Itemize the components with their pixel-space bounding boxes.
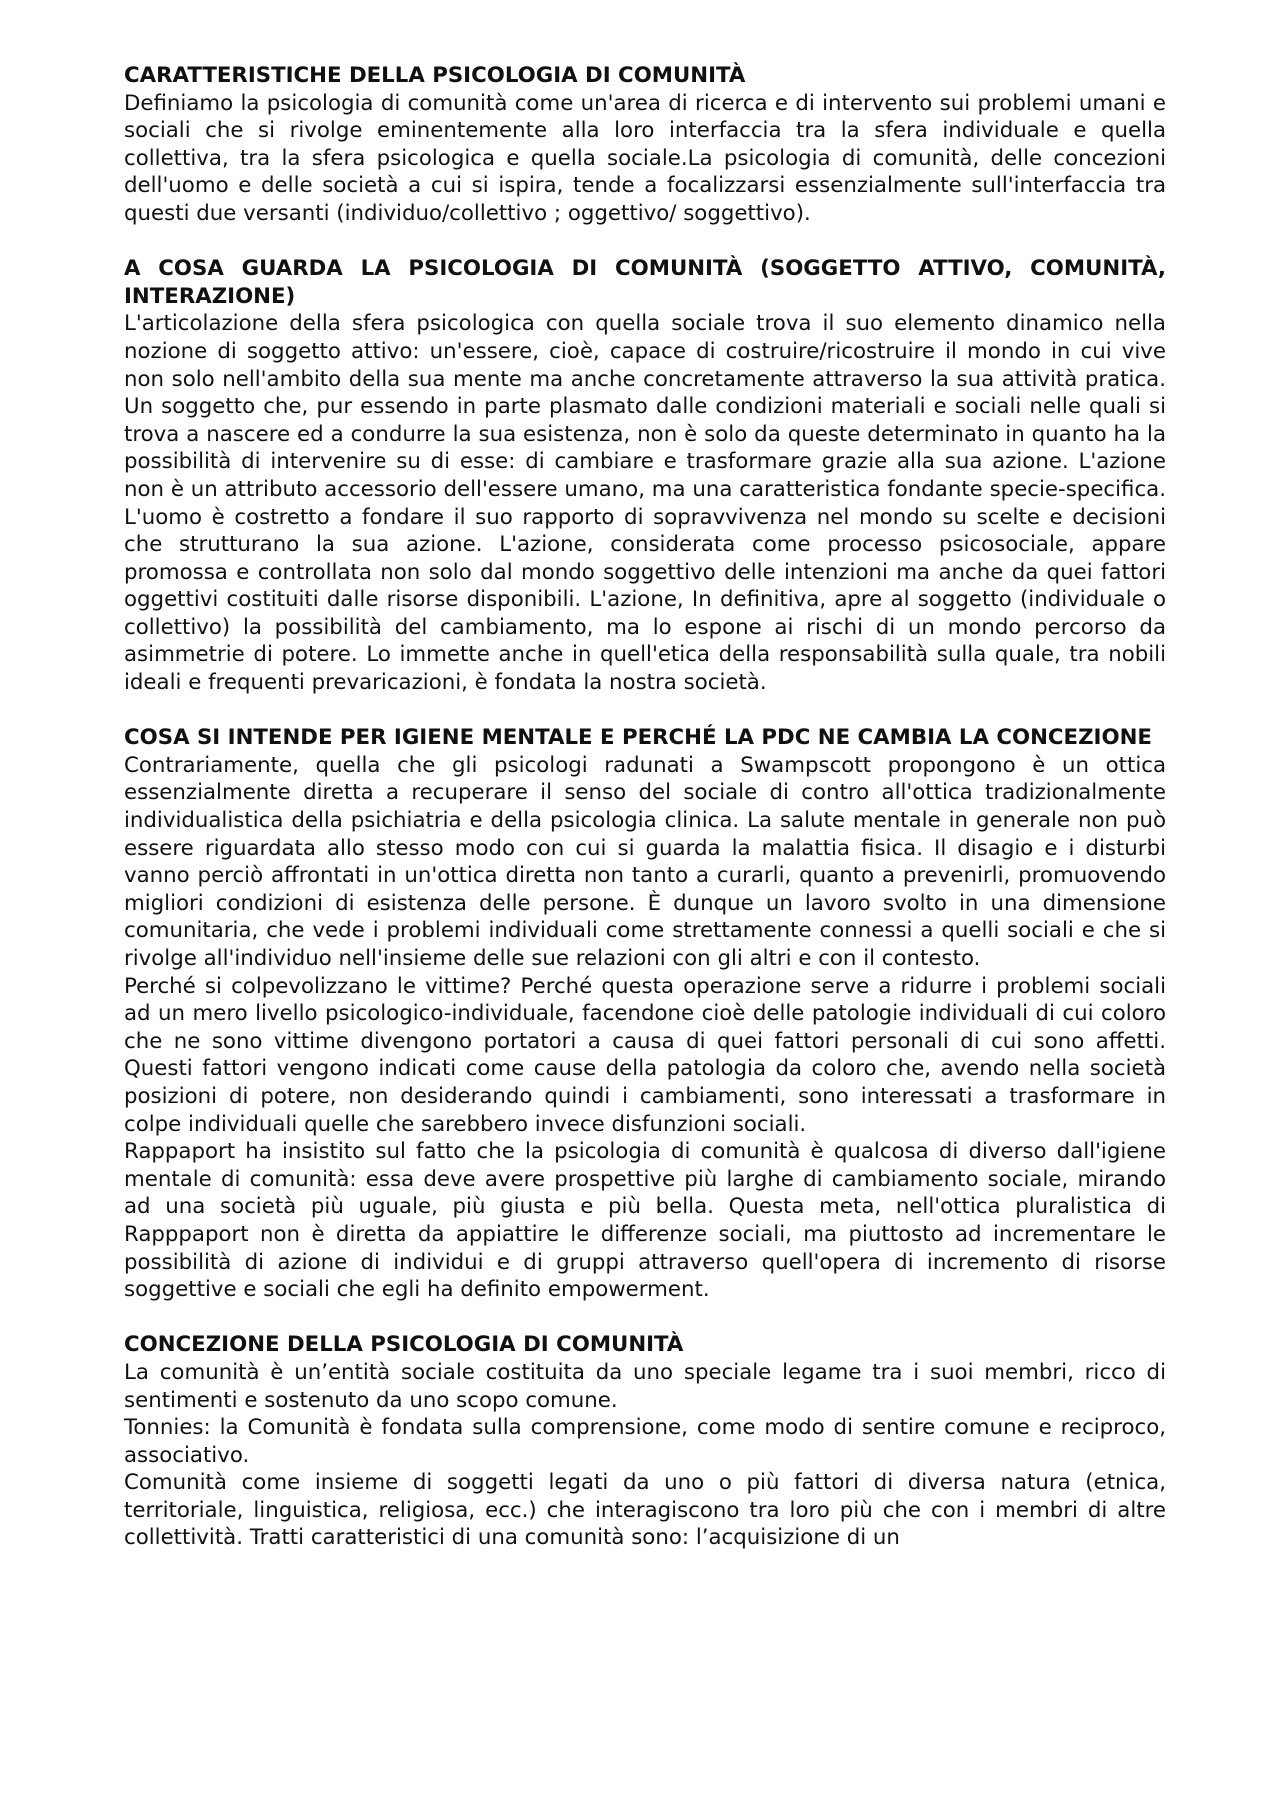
paragraph: Definiamo la psicologia di comunità come un'area di ricerca e di intervento sui problemi umani e sociali che si rivolge eminentemente alla loro interfaccia tra la sfera individuale e quella collettiva, tra la sfera psicologica e quella sociale.La psicologia di comunità, delle concezioni dell'uomo e delle società a cui si ispira, tende a focalizzarsi essenzialmente sull'interfaccia tra questi due versanti (individuo/collettivo ; oggettivo/ soggettivo). [124, 90, 1166, 226]
paragraph: Tonnies: la Comunità è fondata sulla comprensione, come modo di sentire comune e reciproco, associativo. [124, 1415, 1166, 1468]
paragraph: L'articolazione della sfera psicologica con quella sociale trova il suo elemento dinamico nella nozione di soggetto attivo: un'essere, cioè, capace di costruire/ricostruire il mondo in cui vive non solo nell'ambito della sua mente ma anche concretamente attraverso la sua attività pratica. Un soggetto che, pur essendo in parte plasmato dalle condizioni materiali e sociali nelle quali si trova a nascere ed a condurre la sua esistenza, non è solo da queste determinato in quanto ha la possibilità di intervenire su di esse: di cambiare e trasformare grazie alla sua azione. L'azione non è un attributo accessorio dell'essere umano, ma una caratteristica fondante specie-specifica. L'uomo è costretto a fondare il suo rapporto di sopravvivenza nel mondo su scelte e decisioni che strutturano la sua azione. L'azione, considerata come processo psicosociale, appare promossa e controllata non solo dal mondo soggettivo delle intenzioni ma anche da quei fattori oggettivi costituiti dalle risorse disponibili. L'azione, In definitiva, apre al soggetto (individuale o collettivo) la possibilità del cambiamento, ma lo espone ai rischi di un mondo percorso da asimmetrie di potere. Lo immette anche in quell'etica della responsabilità sulla quale, tra nobili ideali e frequenti prevaricazioni, è fondata la nostra società. [124, 311, 1166, 696]
paragraph: Comunità come insieme di soggetti legati da uno o più fattori di diversa natura (etnica, territoriale, linguistica, religiosa, ecc.) che interagiscono tra loro più che con i membri di altre collettività. Tratti caratteristici di una comunità sono: l’acquisizione di un [124, 1470, 1166, 1551]
section-heading: A COSA GUARDA LA PSICOLOGIA DI COMUNITÀ (SOGGETTO ATTIVO, COMUNITÀ, INTERAZIONE) [124, 256, 1166, 309]
section-heading: CARATTERISTICHE DELLA PSICOLOGIA DI COMUNITÀ [124, 63, 746, 88]
paragraph: Rappaport ha insistito sul fatto che la psicologia di comunità è qualcosa di diverso dall'igiene mentale di comunità: essa deve avere prospettive più larghe di cambiamento sociale, mirando ad una società più uguale, più giusta e più bella. Questa meta, nell'ottica pluralistica di Rapppaport non è diretta da appiattire le differenze sociali, ma piuttosto ad incrementare le possibilità di azione di individui e di gruppi attraverso quell'opera di incremento di risorse soggettive e sociali che egli ha definito empowerment. [124, 1139, 1166, 1303]
paragraph: Perché si colpevolizzano le vittime? Perché questa operazione serve a ridurre i problemi sociali ad un mero livello psicologico-individuale, facendone cioè delle patologie individuali di cui coloro che ne sono vittime divengono portatori a causa di quei fattori personali di cui sono affetti. Questi fattori vengono indicati come cause della patologia da coloro che, avendo nella società posizioni di potere, non desiderando quindi i cambiamenti, sono interessati a trasformare in colpe individuali quelle che sarebbero invece disfunzioni sociali. [124, 973, 1166, 1137]
section-heading: COSA SI INTENDE PER IGIENE MENTALE E PERCHÉ LA PDC NE CAMBIA LA CONCEZIONE [124, 725, 1152, 751]
section-caratteristiche [124, 62, 1166, 228]
section-a-cosa-guarda [124, 255, 1166, 697]
document-page [124, 62, 1166, 1580]
section-igiene-mentale [124, 724, 1166, 1303]
paragraph: Contrariamente, quella che gli psicologi radunati a Swampscott propongono è un ottica essenzialmente diretta a recuperare il senso del sociale di contro all'ottica tradizionalmente individualistica della psichiatria e della psicologia clinica. La salute mentale in generale non può essere riguardata allo stesso modo con cui si guarda la malattia fisica. Il disagio e i disturbi vanno perciò affrontati in un'ottica diretta non tanto a curarli, quanto a prevenirli, promuovendo migliori condizioni di esistenza delle persone. È dunque un lavoro svolto in una dimensione comunitaria, che vede i problemi individuali come strettamente connessi a quelli sociali e che si rivolge all'individuo nell'insieme delle sue relazioni con gli altri e con il contesto. [124, 752, 1166, 971]
paragraph: La comunità è un’entità sociale costituita da uno speciale legame tra i suoi membri, ricco di sentimenti e sostenuto da uno scopo comune. [124, 1359, 1166, 1413]
section-concezione [124, 1331, 1166, 1552]
section-heading: CONCEZIONE DELLA PSICOLOGIA DI COMUNITÀ [124, 1332, 684, 1358]
